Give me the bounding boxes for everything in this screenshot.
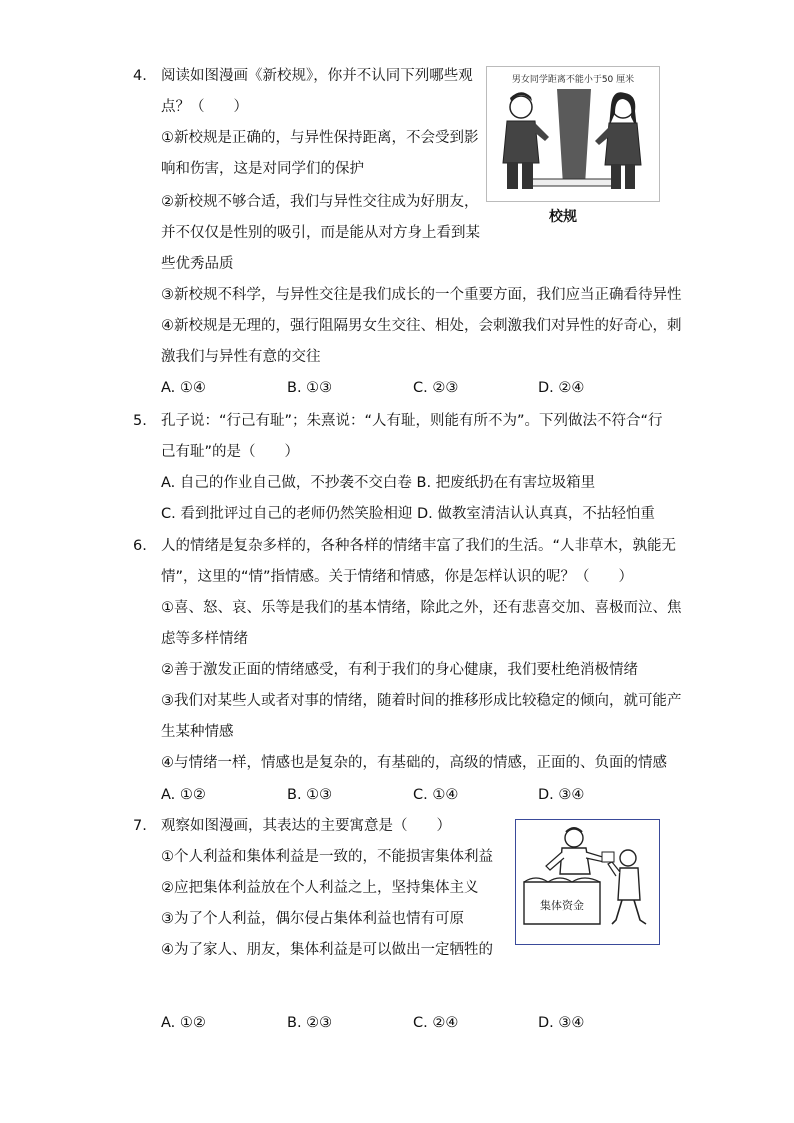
q7-option-b[interactable]: B. ②③ bbox=[287, 1015, 333, 1031]
q7-option-a[interactable]: A. ①② bbox=[161, 1015, 206, 1031]
q4-statement-1a: ①新校规是正确的，与异性保持距离，不会受到影 bbox=[161, 130, 479, 146]
q4-statement-1b: 响和伤害，这是对同学们的保护 bbox=[161, 161, 364, 177]
q4-statement-4b: 激我们与异性有意的交往 bbox=[161, 349, 321, 365]
q7-statement-3: ③为了个人利益，偶尔侵占集体利益也情有可原 bbox=[161, 911, 464, 927]
q4-option-d[interactable]: D. ②④ bbox=[538, 380, 585, 396]
q6-statement-1b: 虑等多样情绪 bbox=[161, 631, 248, 647]
q6-statement-2: ②善于激发正面的情绪感受，有利于我们的身心健康，我们要杜绝消极情绪 bbox=[161, 662, 638, 678]
q4-line-1: 阅读如图漫画《新校规》，你并不认同下列哪些观 bbox=[161, 68, 473, 84]
q4-line-2: 点？（ ） bbox=[161, 99, 248, 115]
q6-option-d[interactable]: D. ③④ bbox=[538, 787, 585, 803]
q4-statement-4a: ④新校规是无理的，强行阻隔男女生交往、相处，会刺激我们对异性的好奇心，刺 bbox=[161, 318, 682, 334]
q6-line-2: 情”，这里的“情”指情感。关于情绪和情感，你是怎样认识的呢？（ ） bbox=[161, 569, 634, 585]
q6-option-a[interactable]: A. ①② bbox=[161, 787, 206, 803]
q5-options-row-2[interactable]: C. 看到批评过自己的老师仍然笑脸相迎 D. 做教室清洁认认真真，不拈轻怕重 bbox=[161, 506, 655, 522]
q7-box-label: 集体资金 bbox=[540, 899, 584, 912]
q4-cartoon-figure bbox=[486, 66, 660, 202]
q7-statement-1: ①个人利益和集体利益是一致的，不能损害集体利益 bbox=[161, 849, 493, 865]
q5-number: 5. bbox=[133, 413, 147, 429]
q4-cartoon-banner: 男女同学距离不能小于50 厘米 bbox=[511, 75, 635, 85]
q6-option-b[interactable]: B. ①③ bbox=[287, 787, 333, 803]
q5-options-row-1[interactable]: A. 自己的作业自己做，不抄袭不交白卷 B. 把废纸扔在有害垃圾箱里 bbox=[161, 475, 596, 491]
q4-statement-3: ③新校规不科学，与异性交往是我们成长的一个重要方面，我们应当正确看待异性 bbox=[161, 287, 682, 303]
q4-number: 4. bbox=[133, 68, 147, 84]
q6-statement-3b: 生某种情感 bbox=[161, 724, 234, 740]
q4-option-a[interactable]: A. ①④ bbox=[161, 380, 206, 396]
q6-statement-3a: ③我们对某些人或者对事的情绪，随着时间的推移形成比较稳定的倾向，就可能产 bbox=[161, 693, 682, 709]
q7-statement-2: ②应把集体利益放在个人利益之上，坚持集体主义 bbox=[161, 880, 479, 896]
q7-option-c[interactable]: C. ②④ bbox=[413, 1015, 459, 1031]
q7-option-d[interactable]: D. ③④ bbox=[538, 1015, 585, 1031]
q4-statement-2c: 些优秀品质 bbox=[161, 256, 234, 272]
q6-line-1: 人的情绪是复杂多样的，各种各样的情绪丰富了我们的生活。“人非草木，孰能无 bbox=[161, 538, 677, 554]
q6-option-c[interactable]: C. ①④ bbox=[413, 787, 459, 803]
q4-option-c[interactable]: C. ②③ bbox=[413, 380, 459, 396]
q7-statement-4: ④为了家人、朋友，集体利益是可以做出一定牺牲的 bbox=[161, 942, 493, 958]
q5-line-1: 孔子说：“行己有耻”；朱熹说：“人有耻，则能有所不为”。下列做法不符合“行 bbox=[161, 413, 663, 429]
q5-line-2: 己有耻”的是（ ） bbox=[161, 444, 300, 460]
q7-cartoon-figure bbox=[515, 819, 660, 945]
q4-statement-2b: 并不仅仅是性别的吸引，而是能从对方身上看到某 bbox=[161, 225, 480, 241]
q4-statement-2a: ②新校规不够合适，我们与异性交往成为好朋友， bbox=[161, 194, 479, 210]
q6-statement-1a: ①喜、怒、哀、乐等是我们的基本情绪，除此之外，还有悲喜交加、喜极而泣、焦 bbox=[161, 600, 682, 616]
q4-cartoon-caption: 校规 bbox=[549, 209, 577, 225]
q7-line-1: 观察如图漫画，其表达的主要寓意是（ ） bbox=[161, 818, 451, 834]
q6-number: 6. bbox=[133, 538, 147, 554]
q7-number: 7. bbox=[133, 818, 147, 834]
q6-statement-4: ④与情绪一样，情感也是复杂的，有基础的，高级的情感，正面的、负面的情感 bbox=[161, 755, 667, 771]
q4-option-b[interactable]: B. ①③ bbox=[287, 380, 333, 396]
